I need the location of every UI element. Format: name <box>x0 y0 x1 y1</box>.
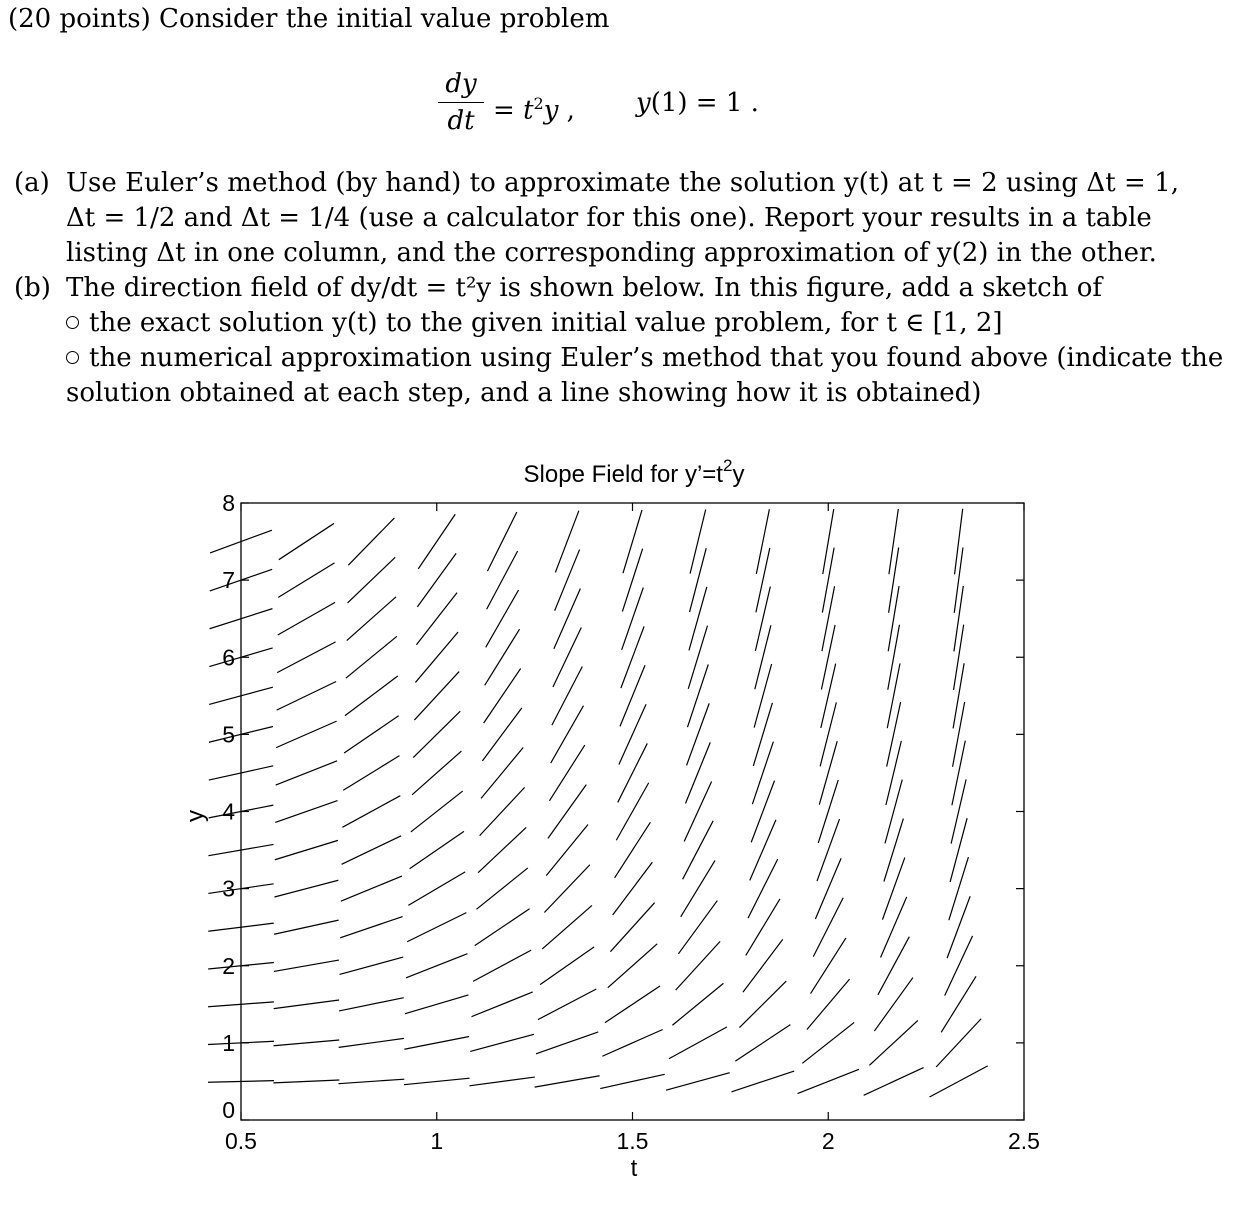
slope-segment <box>953 702 965 767</box>
slope-segment <box>279 523 334 559</box>
slope-segment <box>819 741 837 805</box>
slope-segment <box>941 976 976 1032</box>
slope-segment <box>821 625 835 690</box>
slope-segment <box>475 909 530 946</box>
slope-segment <box>554 588 581 648</box>
slope-segment <box>822 548 834 613</box>
part-b-label: (b) <box>14 273 51 303</box>
slope-segment <box>864 1068 924 1096</box>
fraction-bar <box>438 102 484 103</box>
slope-segment <box>886 741 901 805</box>
ode-rhs: = $t^2y$ , <box>493 94 575 126</box>
slope-segment <box>678 901 717 954</box>
slope-segment <box>888 586 899 651</box>
part-a-line-1: Use Euler’s method (by hand) to approximate the solution y(t) at t = 2 using Δt = 1, <box>66 168 1180 198</box>
slope-segment <box>690 548 707 612</box>
part-b-bullet-2: the numerical approximation using Euler’s method that you found above (indicate the <box>66 341 1223 376</box>
slope-segment <box>536 1032 598 1054</box>
slope-segment <box>404 1036 469 1049</box>
slope-segment <box>544 865 590 913</box>
chart-title: Slope Field for $y’=t^2y$ <box>523 456 745 488</box>
slope-segment <box>340 917 402 938</box>
slope-segment <box>602 1030 662 1057</box>
slope-segment <box>878 937 909 995</box>
part-b-bullet-2-cont: solution obtained at each step, and a line showing how it is obtained) <box>66 378 982 408</box>
slope-segment <box>481 748 523 799</box>
x-tick-label: 1 <box>430 1128 444 1154</box>
slope-segment <box>406 954 467 978</box>
slope-segment <box>681 860 715 916</box>
y-tick-label: 2 <box>222 952 235 979</box>
slope-segment <box>408 872 465 906</box>
slope-segment <box>735 1025 790 1061</box>
slope-segment <box>415 632 458 682</box>
slope-segment <box>820 702 836 766</box>
slope-segment <box>553 627 581 687</box>
slope-segment <box>476 868 527 909</box>
slope-segment <box>418 514 455 569</box>
slope-segment <box>622 588 644 650</box>
slope-segment <box>472 992 533 1017</box>
x-tick-label: 2.5 <box>1008 1128 1040 1154</box>
slope-segment <box>889 548 899 613</box>
slope-segment <box>274 880 338 897</box>
slope-segment <box>549 745 584 801</box>
slope-segment <box>746 899 780 955</box>
slope-segment <box>340 957 404 974</box>
slope-segment <box>341 876 402 901</box>
slope-segment <box>818 780 838 843</box>
slope-segment <box>732 1071 795 1092</box>
slope-segment <box>277 642 335 673</box>
slope-segment <box>412 751 461 795</box>
part-a-label: (a) <box>14 168 50 198</box>
bullet-icon <box>66 351 79 364</box>
y-tick-label: 5 <box>222 721 235 748</box>
slope-segment <box>817 819 839 881</box>
slope-segment <box>347 597 396 641</box>
slope-segment <box>620 665 645 726</box>
slope-segment <box>470 1034 534 1051</box>
slope-segment <box>548 785 586 839</box>
slope-segment <box>930 1066 988 1097</box>
slope-segment <box>278 563 334 598</box>
slope-segment <box>955 509 963 574</box>
x-tick-label: 0.5 <box>225 1128 257 1154</box>
part-b-bullet-1: the exact solution y(t) to the given initial value problem, for t ∈ [1, 2] <box>66 306 1003 341</box>
slope-segment <box>274 1000 339 1009</box>
slope-segment <box>743 939 783 992</box>
slope-segment <box>540 947 594 985</box>
slope-segment <box>538 989 596 1020</box>
slope-segment <box>950 818 967 882</box>
slope-segment <box>690 509 706 573</box>
y-tick-label: 1 <box>222 1029 235 1056</box>
slope-segment <box>669 1027 727 1059</box>
slope-segment <box>338 1079 404 1084</box>
y-tick-label: 6 <box>222 644 235 671</box>
slope-segment <box>753 703 772 766</box>
slope-segment <box>404 1078 470 1084</box>
slope-segment <box>823 509 834 574</box>
slope-segment <box>342 796 400 828</box>
slope-segment <box>621 626 644 688</box>
slope-segment <box>953 663 964 728</box>
y-tick-label: 7 <box>222 567 235 594</box>
slope-segment <box>348 518 394 565</box>
ode-numerator: dy <box>445 69 477 99</box>
slope-segment <box>487 512 516 571</box>
slope-segment <box>276 721 336 747</box>
slope-segment <box>689 587 707 651</box>
slope-segment <box>756 548 770 613</box>
slope-segment <box>274 1040 340 1046</box>
slope-segment <box>535 1076 600 1087</box>
x-tick-label: 2 <box>821 1128 835 1154</box>
slope-segment <box>274 920 338 934</box>
y-tick-label: 8 <box>222 490 235 516</box>
slope-segment <box>623 510 642 573</box>
slope-segment <box>274 960 339 971</box>
slope-segment <box>478 827 526 872</box>
slope-segment <box>343 756 399 791</box>
slope-segment <box>619 704 646 764</box>
slope-segment <box>798 1069 859 1093</box>
slope-segment <box>889 509 898 574</box>
slope-segment <box>413 711 460 757</box>
slope-segment <box>407 913 466 942</box>
slope-segment <box>613 862 653 915</box>
slope-field-chart <box>0 430 1254 1210</box>
slope-segment <box>755 625 771 689</box>
slope-segment <box>469 1077 534 1086</box>
y-tick-label: 3 <box>222 875 235 902</box>
ode-denominator: dt <box>447 106 475 136</box>
slope-segment <box>600 1074 664 1088</box>
slope-segment <box>344 716 398 753</box>
slope-segment <box>954 625 964 690</box>
slope-segment <box>807 979 850 1029</box>
slope-segment <box>952 741 965 806</box>
slope-segment <box>555 511 578 573</box>
slope-segment <box>411 791 463 832</box>
part-a-line-3: listing Δt in one column, and the corresponding approximation of y(2) in the other. <box>66 238 1157 268</box>
slope-segment <box>275 840 338 859</box>
slope-segment <box>608 944 657 988</box>
slope-segment <box>410 831 464 868</box>
slope-segment <box>755 587 770 651</box>
slope-segment <box>751 781 774 843</box>
slope-segment <box>754 664 771 728</box>
slope-segment <box>672 983 723 1025</box>
ode-derivative-fraction <box>438 68 484 137</box>
slope-segment <box>954 547 963 612</box>
slope-segment <box>666 1073 730 1090</box>
slope-segment <box>275 801 337 823</box>
slope-segment <box>542 905 592 948</box>
slope-segment <box>276 761 337 785</box>
slope-segment <box>687 703 710 765</box>
slope-segment <box>622 549 642 612</box>
slope-segment <box>208 1081 274 1083</box>
slope-segment <box>615 822 651 877</box>
slope-segment <box>687 664 708 727</box>
part-a-line-2: Δt = 1/2 and Δt = 1/4 (use a calculator for this one). Report your results in a table <box>66 203 1152 233</box>
slope-segment <box>756 509 769 574</box>
slope-segment <box>348 557 396 603</box>
slope-segment <box>951 779 966 843</box>
y-tick-label: 0 <box>222 1097 235 1123</box>
slope-segment <box>605 986 660 1023</box>
slope-segment <box>273 1080 339 1083</box>
x-axis-label: t <box>630 1155 638 1182</box>
slope-segment <box>484 668 521 723</box>
slope-segment <box>405 995 468 1014</box>
slope-segment <box>885 780 902 844</box>
slope-segment <box>342 836 402 864</box>
slope-segment <box>888 625 900 690</box>
slope-segment <box>339 998 404 1011</box>
slope-segment <box>480 787 525 835</box>
slope-segment <box>813 898 843 957</box>
slope-segment <box>688 626 707 689</box>
slope-segment <box>752 742 773 805</box>
slope-segment <box>802 1022 854 1063</box>
slope-segment <box>473 950 531 981</box>
slope-segment <box>822 586 835 651</box>
slope-segment <box>811 938 846 994</box>
bullet-icon <box>66 316 79 329</box>
slope-segment <box>884 819 903 882</box>
slope-segment <box>555 550 580 611</box>
problem-header: (20 points) Consider the initial value problem <box>8 4 610 34</box>
slope-segment <box>278 602 335 635</box>
slope-segment <box>945 936 973 996</box>
initial-condition: y(1) = 1 . <box>636 88 759 118</box>
slope-segment <box>954 586 963 651</box>
y-axis-label: y <box>182 810 209 822</box>
y-tick-label: 4 <box>222 798 235 825</box>
slope-segment <box>874 978 913 1032</box>
slope-segment <box>887 663 900 728</box>
slope-segment <box>339 1038 404 1047</box>
part-b-line-1: The direction field of dy/dt = t²y is shown below. In this figure, add a sketch of <box>66 273 1103 303</box>
x-tick-label: 1.5 <box>616 1128 649 1154</box>
slope-segment <box>685 742 710 803</box>
slope-segment <box>887 702 901 767</box>
slope-segment <box>936 1019 981 1067</box>
slope-segment <box>414 672 459 721</box>
slope-segment <box>345 676 398 716</box>
slope-segment <box>346 636 397 678</box>
slope-segment <box>821 664 836 728</box>
slope-segment <box>949 857 969 920</box>
slope-segment <box>277 681 336 710</box>
